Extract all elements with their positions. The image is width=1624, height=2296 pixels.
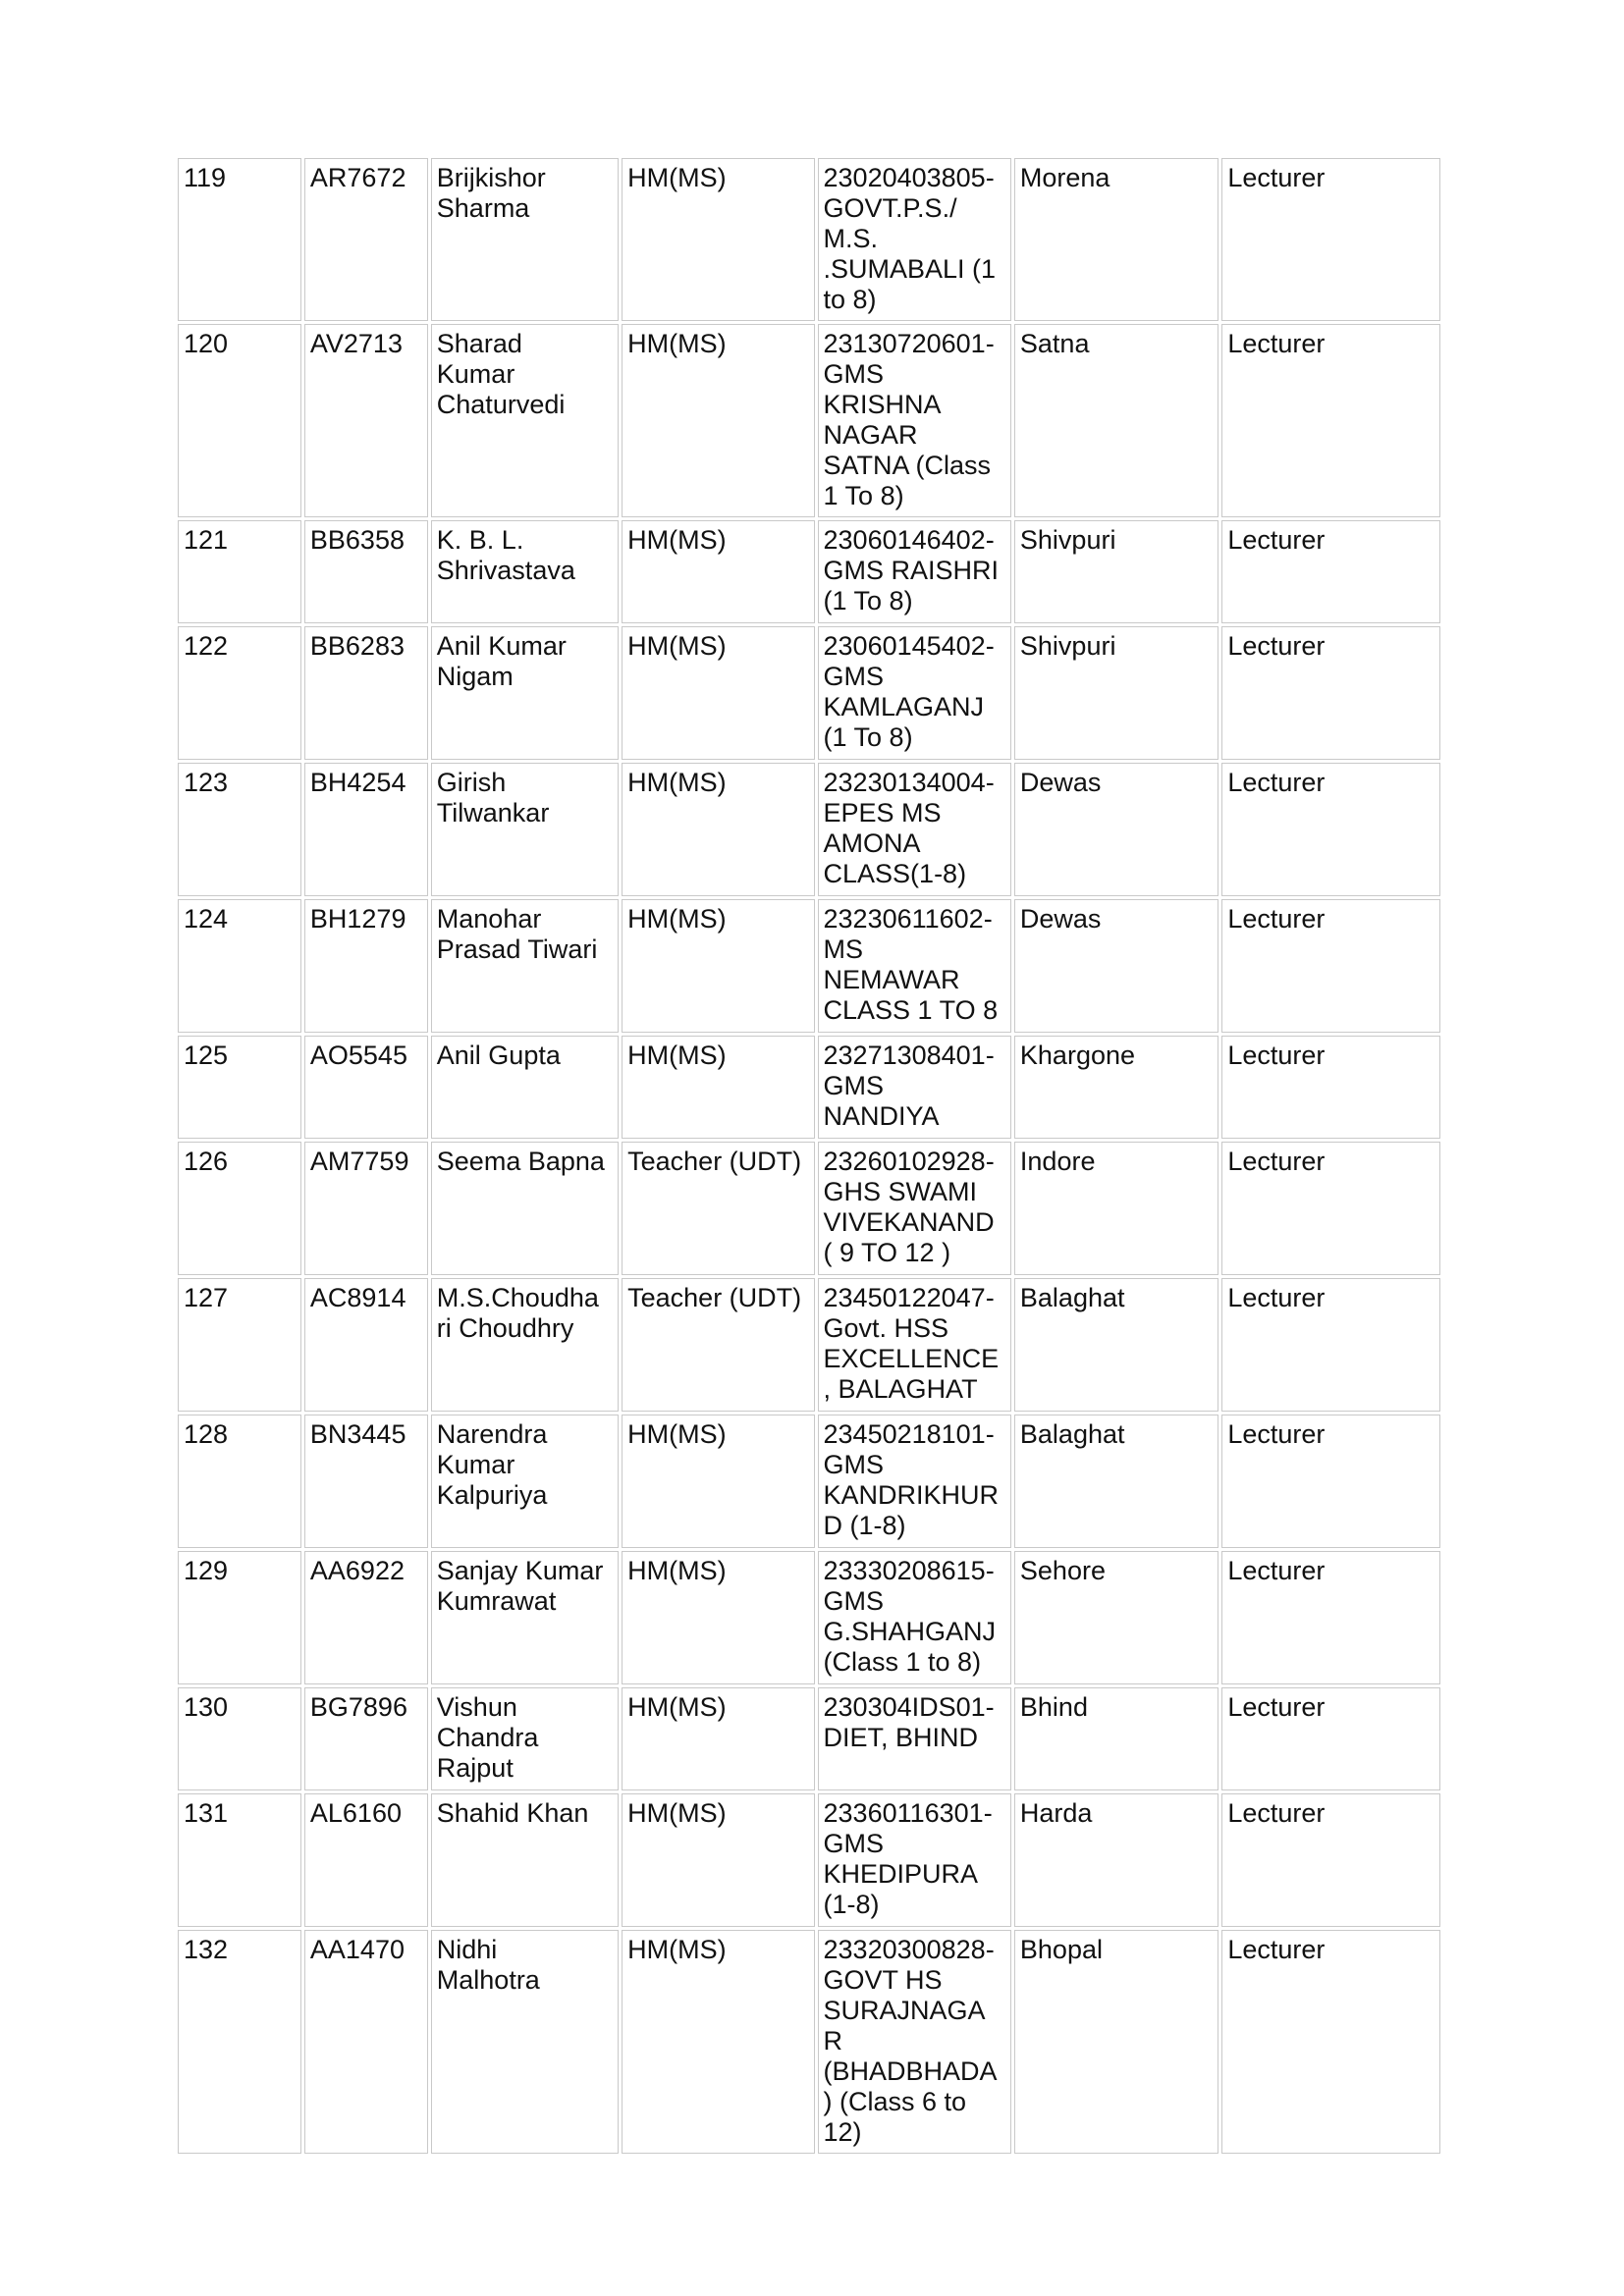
employee-name-cell: Manohar Prasad Tiwari (431, 899, 619, 1033)
school-cell: 23230611602- MS NEMAWAR CLASS 1 TO 8 (818, 899, 1011, 1033)
employee-code-cell: BH1279 (304, 899, 428, 1033)
table-row (178, 324, 1440, 517)
serial-number-cell: 125 (178, 1036, 301, 1139)
table-row (178, 1036, 1440, 1139)
employee-name-cell: Sharad Kumar Chaturvedi (431, 324, 619, 517)
school-cell: 230304IDS01- DIET, BHIND (818, 1687, 1011, 1790)
employee-name-cell: M.S.Choudha ri Choudhry (431, 1278, 619, 1412)
staff-table (175, 155, 1443, 2157)
employee-code-cell: AA1470 (304, 1930, 428, 2154)
post-cell: Lecturer (1221, 763, 1440, 896)
serial-number-cell: 129 (178, 1551, 301, 1684)
district-cell: Harda (1014, 1793, 1218, 1927)
employee-code-cell: AL6160 (304, 1793, 428, 1927)
employee-name-cell: Narendra Kumar Kalpuriya (431, 1415, 619, 1548)
designation-cell: HM(MS) (622, 1930, 814, 2154)
serial-number-cell: 132 (178, 1930, 301, 2154)
designation-cell: HM(MS) (622, 899, 814, 1033)
employee-name-cell: Vishun Chandra Rajput (431, 1687, 619, 1790)
post-cell: Lecturer (1221, 899, 1440, 1033)
designation-cell: Teacher (UDT) (622, 1278, 814, 1412)
table-row (178, 626, 1440, 760)
serial-number-cell: 126 (178, 1142, 301, 1275)
employee-name-cell: Seema Bapna (431, 1142, 619, 1275)
district-cell: Dewas (1014, 899, 1218, 1033)
table-row (178, 1793, 1440, 1927)
post-cell: Lecturer (1221, 626, 1440, 760)
table-row (178, 899, 1440, 1033)
designation-cell: Teacher (UDT) (622, 1142, 814, 1275)
district-cell: Shivpuri (1014, 520, 1218, 623)
serial-number-cell: 123 (178, 763, 301, 896)
designation-cell: HM(MS) (622, 763, 814, 896)
district-cell: Bhopal (1014, 1930, 1218, 2154)
employee-code-cell: BH4254 (304, 763, 428, 896)
post-cell: Lecturer (1221, 1793, 1440, 1927)
serial-number-cell: 121 (178, 520, 301, 623)
employee-name-cell: Anil Kumar Nigam (431, 626, 619, 760)
designation-cell: HM(MS) (622, 1551, 814, 1684)
table-row (178, 763, 1440, 896)
district-cell: Khargone (1014, 1036, 1218, 1139)
serial-number-cell: 122 (178, 626, 301, 760)
employee-name-cell: K. B. L. Shrivastava (431, 520, 619, 623)
post-cell: Lecturer (1221, 1415, 1440, 1548)
designation-cell: HM(MS) (622, 1793, 814, 1927)
school-cell: 23130720601- GMS KRISHNA NAGAR SATNA (Class 1 To 8) (818, 324, 1011, 517)
employee-name-cell: Anil Gupta (431, 1036, 619, 1139)
table-row (178, 520, 1440, 623)
employee-code-cell: AR7672 (304, 158, 428, 321)
district-cell: Balaghat (1014, 1415, 1218, 1548)
table-row (178, 1687, 1440, 1790)
employee-name-cell: Sanjay Kumar Kumrawat (431, 1551, 619, 1684)
serial-number-cell: 128 (178, 1415, 301, 1548)
post-cell: Lecturer (1221, 1551, 1440, 1684)
table-row (178, 1930, 1440, 2154)
school-cell: 23230134004- EPES MS AMONA CLASS(1-8) (818, 763, 1011, 896)
serial-number-cell: 120 (178, 324, 301, 517)
employee-name-cell: Girish Tilwankar (431, 763, 619, 896)
post-cell: Lecturer (1221, 1930, 1440, 2154)
post-cell: Lecturer (1221, 1687, 1440, 1790)
school-cell: 23320300828- GOVT HS SURAJNAGA R (BHADBHADA ) (Class 6 to 12) (818, 1930, 1011, 2154)
district-cell: Satna (1014, 324, 1218, 517)
school-cell: 23260102928- GHS SWAMI VIVEKANAND ( 9 TO 12 ) (818, 1142, 1011, 1275)
employee-name-cell: Shahid Khan (431, 1793, 619, 1927)
serial-number-cell: 131 (178, 1793, 301, 1927)
employee-code-cell: AM7759 (304, 1142, 428, 1275)
serial-number-cell: 124 (178, 899, 301, 1033)
employee-code-cell: BB6283 (304, 626, 428, 760)
school-cell: 23360116301- GMS KHEDIPURA (1-8) (818, 1793, 1011, 1927)
employee-code-cell: AV2713 (304, 324, 428, 517)
district-cell: Sehore (1014, 1551, 1218, 1684)
designation-cell: HM(MS) (622, 1036, 814, 1139)
post-cell: Lecturer (1221, 1036, 1440, 1139)
employee-code-cell: BG7896 (304, 1687, 428, 1790)
table-row (178, 1415, 1440, 1548)
serial-number-cell: 119 (178, 158, 301, 321)
employee-name-cell: Brijkishor Sharma (431, 158, 619, 321)
district-cell: Balaghat (1014, 1278, 1218, 1412)
designation-cell: HM(MS) (622, 626, 814, 760)
school-cell: 23060146402- GMS RAISHRI (1 To 8) (818, 520, 1011, 623)
employee-code-cell: AA6922 (304, 1551, 428, 1684)
employee-code-cell: BB6358 (304, 520, 428, 623)
table-row (178, 1142, 1440, 1275)
post-cell: Lecturer (1221, 1142, 1440, 1275)
table-row (178, 1278, 1440, 1412)
designation-cell: HM(MS) (622, 520, 814, 623)
table-row (178, 158, 1440, 321)
serial-number-cell: 130 (178, 1687, 301, 1790)
employee-code-cell: AC8914 (304, 1278, 428, 1412)
post-cell: Lecturer (1221, 158, 1440, 321)
district-cell: Shivpuri (1014, 626, 1218, 760)
school-cell: 23271308401- GMS NANDIYA (818, 1036, 1011, 1139)
designation-cell: HM(MS) (622, 1687, 814, 1790)
designation-cell: HM(MS) (622, 1415, 814, 1548)
post-cell: Lecturer (1221, 520, 1440, 623)
district-cell: Morena (1014, 158, 1218, 321)
employee-code-cell: BN3445 (304, 1415, 428, 1548)
school-cell: 23060145402- GMS KAMLAGANJ (1 To 8) (818, 626, 1011, 760)
designation-cell: HM(MS) (622, 324, 814, 517)
serial-number-cell: 127 (178, 1278, 301, 1412)
table-row (178, 1551, 1440, 1684)
employee-name-cell: Nidhi Malhotra (431, 1930, 619, 2154)
district-cell: Indore (1014, 1142, 1218, 1275)
school-cell: 23330208615- GMS G.SHAHGANJ (Class 1 to 8) (818, 1551, 1011, 1684)
post-cell: Lecturer (1221, 324, 1440, 517)
district-cell: Bhind (1014, 1687, 1218, 1790)
designation-cell: HM(MS) (622, 158, 814, 321)
school-cell: 23450218101- GMS KANDRIKHUR D (1-8) (818, 1415, 1011, 1548)
employee-code-cell: AO5545 (304, 1036, 428, 1139)
school-cell: 23450122047- Govt. HSS EXCELLENCE , BALAGHAT (818, 1278, 1011, 1412)
district-cell: Dewas (1014, 763, 1218, 896)
school-cell: 23020403805- GOVT.P.S./ M.S. .SUMABALI (1 to 8) (818, 158, 1011, 321)
post-cell: Lecturer (1221, 1278, 1440, 1412)
